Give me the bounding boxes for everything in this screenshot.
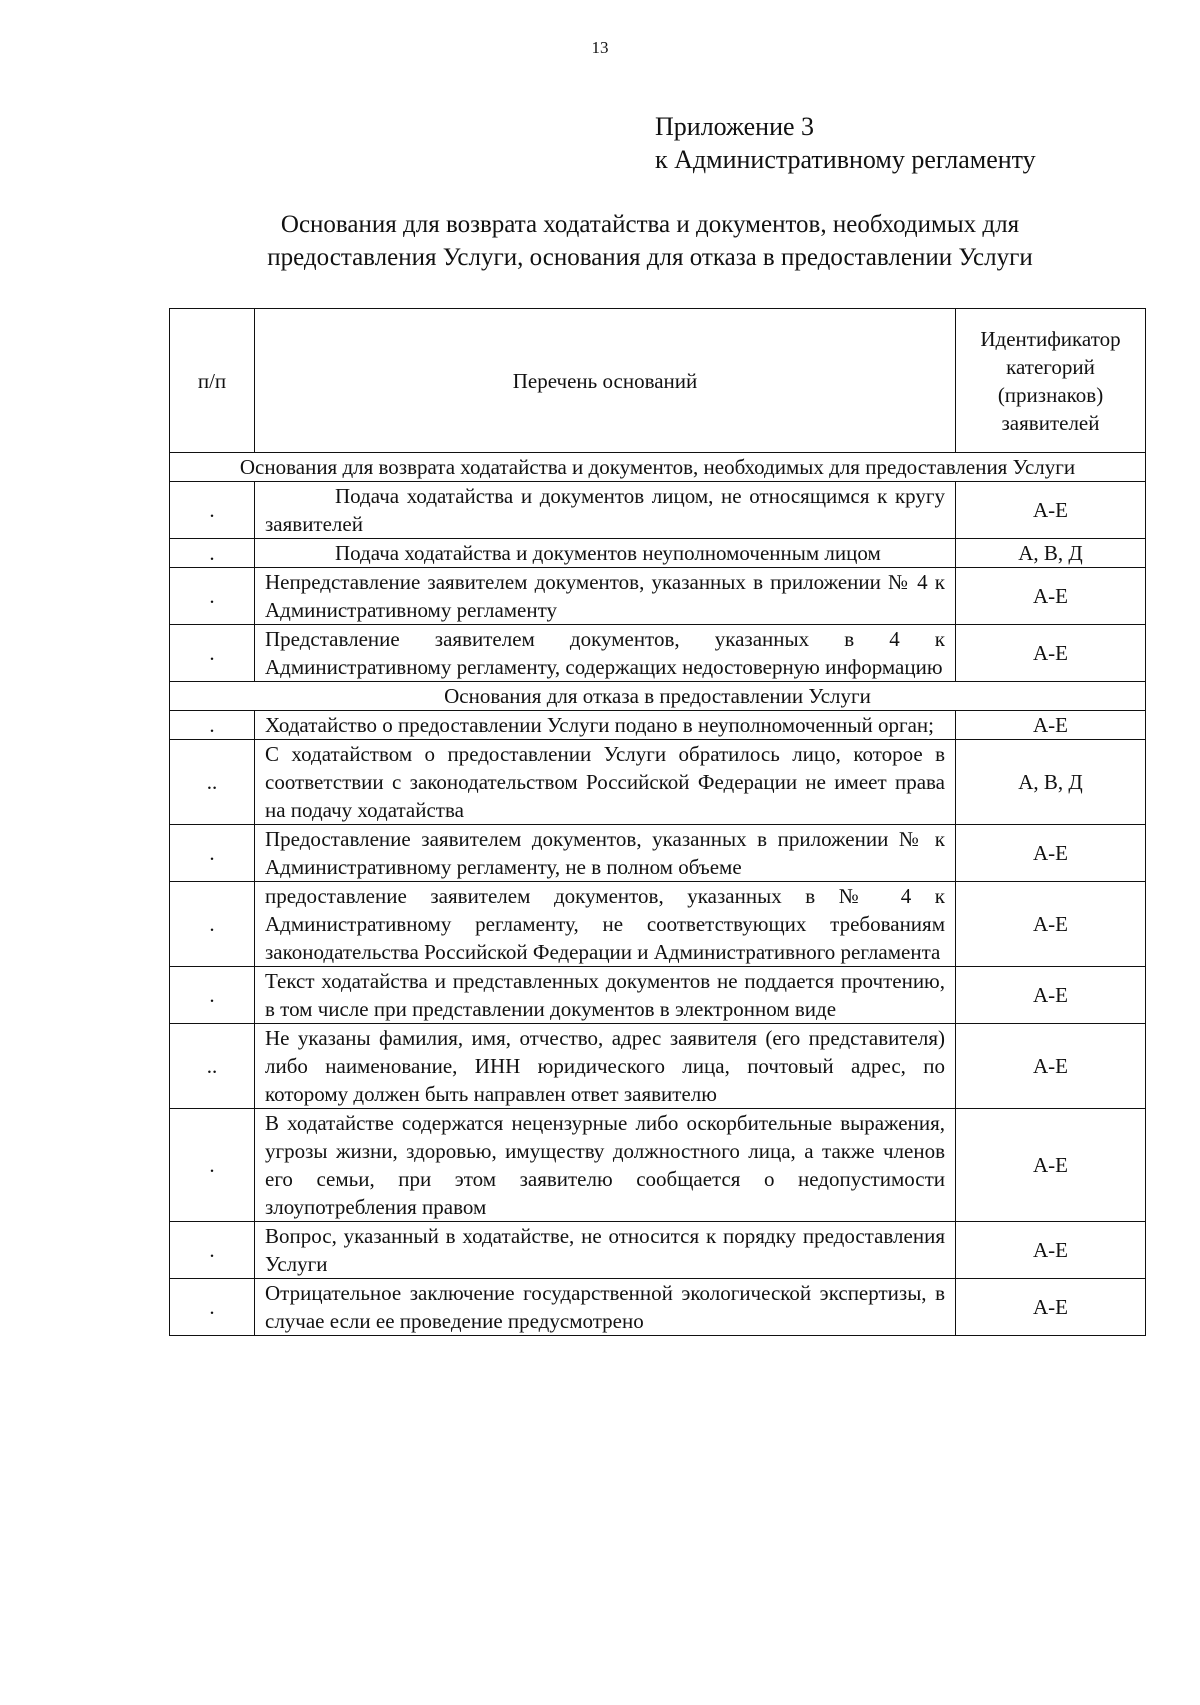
row-category-code: А-Е	[956, 568, 1146, 625]
table-row	[170, 711, 1146, 740]
row-num: .	[170, 625, 255, 682]
table-row	[170, 625, 1146, 682]
table-row	[170, 740, 1146, 825]
table-row	[170, 539, 1146, 568]
section-row	[170, 682, 1146, 711]
row-reason: Непредставление заявителем документов, указанных в приложении № 4 к Административному регламенту	[255, 568, 956, 625]
row-num: .	[170, 711, 255, 740]
row-reason: Подача ходатайства и документов неуполномоченным лицом	[255, 539, 956, 568]
row-category-code: А-Е	[956, 882, 1146, 967]
table-row	[170, 1109, 1146, 1222]
header-num: п/п	[170, 309, 255, 453]
row-reason: Текст ходатайства и представленных документов не поддается прочтению, в том числе при представлении документов в электронном виде	[255, 967, 956, 1024]
table-row	[170, 967, 1146, 1024]
row-num: .	[170, 568, 255, 625]
page-number: 13	[591, 38, 609, 57]
header-category-code: Идентификатор категорий (признаков) заявителей	[956, 309, 1146, 453]
row-reason: С ходатайством о предоставлении Услуги обратилось лицо, которое в соответствии с законодательством Российской Федерации не имеет права на подачу ходатайства	[255, 740, 956, 825]
row-num: .	[170, 825, 255, 882]
row-num: .	[170, 967, 255, 1024]
row-reason: предоставление заявителем документов, указанных в № 4 к Административному регламенту, не соответствующих требованиям законодательства Российской Федерации и Административного регламента	[255, 882, 956, 967]
annex-label	[655, 110, 1036, 176]
row-category-code: А-Е	[956, 1279, 1146, 1336]
table-row	[170, 1024, 1146, 1109]
row-num: .	[170, 882, 255, 967]
section-row	[170, 453, 1146, 482]
row-reason: Вопрос, указанный в ходатайстве, не относится к порядку предоставления Услуги	[255, 1222, 956, 1279]
table-row	[170, 882, 1146, 967]
annex-line-1: Приложение 3	[655, 112, 815, 141]
section-title: Основания для возврата ходатайства и документов, необходимых для предоставления Услуги	[170, 453, 1146, 482]
grounds-table	[169, 308, 1146, 1336]
table-row	[170, 568, 1146, 625]
section-title: Основания для отказа в предоставлении Услуги	[170, 682, 1146, 711]
row-category-code: А-Е	[956, 825, 1146, 882]
row-reason: Отрицательное заключение государственной экологической экспертизы, в случае если ее проведение предусмотрено	[255, 1279, 956, 1336]
document-title-line-1: Основания для возврата ходатайства и документов, необходимых для	[280, 211, 1020, 238]
document-title-line-2: предоставления Услуги, основания для отказа в предоставлении Услуги	[267, 244, 1033, 271]
row-num: .	[170, 1109, 255, 1222]
row-category-code: А-Е	[956, 625, 1146, 682]
row-num: .	[170, 1222, 255, 1279]
row-reason: Предоставление заявителем документов, указанных в приложении № к Административному регламенту, не в полном объеме	[255, 825, 956, 882]
row-category-code: А-Е	[956, 1222, 1146, 1279]
row-category-code: А-Е	[956, 711, 1146, 740]
row-reason: В ходатайстве содержатся нецензурные либо оскорбительные выражения, угрозы жизни, здоровью, имуществу должностного лица, а также членов его семьи, при этом заявителю сообщается о недопустимости злоупотребления правом	[255, 1109, 956, 1222]
row-reason: Не указаны фамилия, имя, отчество, адрес заявителя (его представителя) либо наименование, ИНН юридического лица, почтовый адрес, по которому должен быть направлен ответ заявителю	[255, 1024, 956, 1109]
row-num: .	[170, 1279, 255, 1336]
annex-line-2: к Административному регламенту	[655, 145, 1036, 174]
table-row	[170, 1279, 1146, 1336]
row-category-code: А-Е	[956, 967, 1146, 1024]
row-num: .	[170, 482, 255, 539]
table-header-row	[170, 309, 1146, 453]
table-row	[170, 825, 1146, 882]
row-category-code: А, В, Д	[956, 740, 1146, 825]
row-reason: Ходатайство о предоставлении Услуги подано в неуполномоченный орган;	[255, 711, 956, 740]
row-num: ..	[170, 740, 255, 825]
table-row	[170, 482, 1146, 539]
row-category-code: А-Е	[956, 1024, 1146, 1109]
table-row	[170, 1222, 1146, 1279]
row-category-code: А-Е	[956, 482, 1146, 539]
row-num: ..	[170, 1024, 255, 1109]
row-reason: Подача ходатайства и документов лицом, не относящимся к кругу заявителей	[255, 482, 956, 539]
row-category-code: А-Е	[956, 1109, 1146, 1222]
row-num: .	[170, 539, 255, 568]
document-title	[150, 208, 1150, 274]
header-reasons: Перечень оснований	[255, 309, 956, 453]
row-category-code: А, В, Д	[956, 539, 1146, 568]
row-reason: Представление заявителем документов, указанных в 4 к Административному регламенту, содержащих недостоверную информацию	[255, 625, 956, 682]
